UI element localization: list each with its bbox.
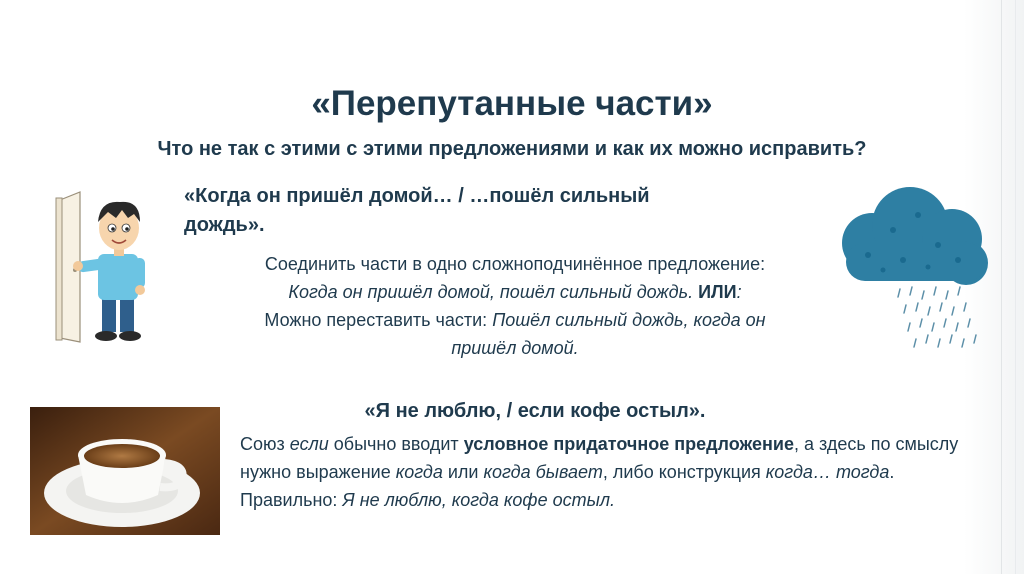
slide-title: «Перепутанные части» [311,84,713,123]
text-fragment: Союз [240,434,290,454]
sentence-1-quote-line1: «Когда он пришёл домой… / …пошёл сильный [184,185,650,207]
conjunction-esli: если [289,434,329,454]
sentence-2-explanation [240,430,980,514]
expression-kogda-byvaet: когда бывает [483,462,603,482]
rearrange-hint: Можно переставить части: [264,310,493,330]
corrected-variant-2-end: пришёл домой. [451,338,579,358]
corrected-variant-1: Когда он пришёл домой, пошёл сильный дождь. [288,282,694,302]
text-fragment: , либо конструкция [602,462,766,482]
explanation-line-4 [175,334,855,362]
text-fragment: обычно вводит [328,434,464,454]
sentence-1-explanation [175,250,855,362]
explanation-line-3 [175,306,855,334]
explanation-line-2 [175,278,855,306]
grammar-term: условное придаточное предложение [463,434,794,454]
corrected-sentence: Я не люблю, когда кофе остыл. [342,490,616,510]
slide-subtitle: Что не так с этими с этими предложениями и как их можно исправить? [157,138,867,160]
text-fragment: . Правильно: [240,462,895,510]
or-colon: : [736,282,742,302]
expression-kogda: когда [395,462,443,482]
boy-at-door-illustration [50,188,180,348]
sentence-1-quote [184,182,824,240]
explanation-line-1: Соединить части в одно сложноподчинённое предложение: [264,254,766,274]
rain-cloud-illustration [838,185,990,360]
construction-kogda-togda: когда… тогда [765,462,890,482]
sentence-1-quote-line2: дождь». [184,214,265,236]
coffee-cup-photo [30,407,220,535]
text-fragment: или [442,462,484,482]
or-label: ИЛИ [698,282,737,302]
sentence-2-quote: «Я не люблю, / если кофе остыл». [364,400,706,422]
corrected-variant-2: Пошёл сильный дождь, когда он [492,310,766,330]
text-fragment: , а здесь по смыслу нужно выражение [240,434,959,482]
